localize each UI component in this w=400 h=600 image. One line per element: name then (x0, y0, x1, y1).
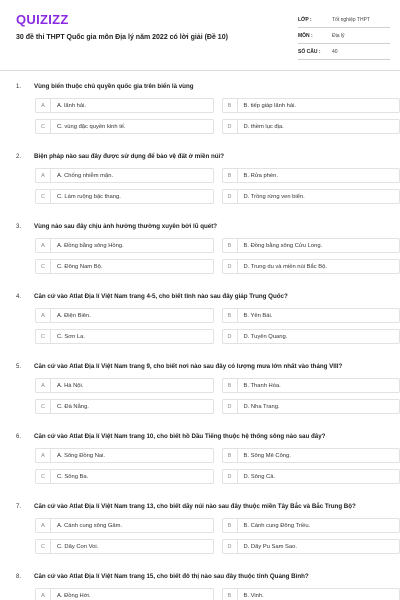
answer-option-c[interactable] (35, 399, 214, 414)
option-letter: A (36, 519, 51, 532)
option-text: D. Sông Cả. (243, 473, 276, 480)
answer-option-b[interactable] (222, 448, 400, 463)
option-letter: B (223, 589, 238, 600)
option-letter: A (36, 239, 51, 252)
option-text: D. Tuyên Quang. (243, 333, 288, 340)
option-letter: D (223, 400, 238, 413)
meta-label: LỚP : (298, 16, 312, 23)
option-letter: A (36, 589, 51, 600)
option-text: D. Trồng rừng ven biển. (243, 193, 305, 200)
question-block (0, 428, 400, 498)
question-header (16, 291, 400, 302)
option-letter: C (36, 190, 51, 203)
question-list (0, 78, 400, 600)
option-text: A. Đồng Hới. (57, 592, 91, 599)
option-text: A. Sông Đồng Nai. (57, 452, 106, 459)
answer-options (35, 378, 400, 414)
option-text: A. Chống nhiễm mặn. (57, 172, 114, 179)
option-letter: B (223, 239, 238, 252)
answer-option-b[interactable] (222, 378, 400, 393)
question-number: 5. (16, 363, 22, 370)
option-text: B. Thanh Hóa. (243, 382, 281, 389)
question-text: Căn cứ vào Atlat Địa lí Việt Nam trang 15, cho biết đô thị nào sau đây thuộc tỉnh Quảng Bình? (34, 573, 309, 580)
option-text: C. Dãy Con Voi. (57, 543, 99, 550)
option-letter: D (223, 470, 238, 483)
option-letter: C (36, 470, 51, 483)
answer-option-a[interactable] (35, 238, 214, 253)
question-block (0, 288, 400, 358)
question-text: Vùng biển thuộc chủ quyền quốc gia trên biển là vùng (34, 83, 194, 90)
answer-option-a[interactable] (35, 98, 214, 113)
option-letter: C (36, 540, 51, 553)
question-block (0, 358, 400, 428)
answer-option-d[interactable] (222, 469, 400, 484)
option-text: B. Rửa phèn. (243, 172, 278, 179)
option-text: B. tiếp giáp lãnh hải. (243, 102, 297, 109)
question-number: 8. (16, 573, 22, 580)
question-block (0, 78, 400, 148)
question-header (16, 431, 400, 442)
answer-option-c[interactable] (35, 329, 214, 344)
answer-option-c[interactable] (35, 189, 214, 204)
question-text: Vùng nào sau đây chịu ảnh hưởng thường xuyên bởi lũ quét? (34, 223, 218, 230)
option-text: D. Trung du và miền núi Bắc Bộ. (243, 263, 327, 270)
answer-option-d[interactable] (222, 259, 400, 274)
option-text: A. lãnh hải. (57, 102, 87, 109)
document-title: 30 đề thi THPT Quốc gia môn Địa lý năm 2022 có lời giải (Đề 10) (16, 34, 228, 41)
meta-value: Tốt nghiệp THPT (332, 16, 370, 23)
question-text: Căn cứ vào Atlat Địa lí Việt Nam trang 13, cho biết dãy núi nào sau đây thuộc miền Tây Bắc và Bắc Trung Bộ? (34, 503, 356, 510)
option-letter: B (223, 379, 238, 392)
question-block (0, 148, 400, 218)
answer-option-b[interactable] (222, 98, 400, 113)
option-letter: D (223, 540, 238, 553)
question-text: Biện pháp nào sau đây được sử dụng để bảo vệ đất ở miền núi? (34, 153, 225, 160)
answer-option-b[interactable] (222, 238, 400, 253)
answer-option-a[interactable] (35, 588, 214, 600)
option-text: D. Dãy Pu Sam Sao. (243, 543, 297, 550)
question-header (16, 221, 400, 232)
answer-option-c[interactable] (35, 259, 214, 274)
option-letter: B (223, 309, 238, 322)
option-text: B. Sông Mê Công. (243, 452, 291, 459)
question-number: 3. (16, 223, 22, 230)
quizizz-logo: QUIZIZZ (16, 12, 69, 27)
option-letter: A (36, 379, 51, 392)
answer-options (35, 518, 400, 554)
answer-option-d[interactable] (222, 119, 400, 134)
answer-options (35, 588, 400, 600)
option-text: A. Hà Nội. (57, 382, 84, 389)
meta-table (298, 12, 390, 60)
answer-option-c[interactable] (35, 469, 214, 484)
option-letter: B (223, 449, 238, 462)
option-text: B. Vinh. (243, 592, 264, 599)
question-text: Căn cứ vào Atlat Địa lí Việt Nam trang 9, cho biết nơi nào sau đây có lượng mưa lớn nhất vào tháng VIII? (34, 363, 343, 370)
question-text: Căn cứ vào Atlat Địa lí Việt Nam trang 4-5, cho biết tỉnh nào sau đây giáp Trung Quốc? (34, 293, 288, 300)
option-letter: A (36, 309, 51, 322)
answer-options (35, 238, 400, 274)
answer-option-d[interactable] (222, 539, 400, 554)
answer-option-b[interactable] (222, 168, 400, 183)
question-header (16, 151, 400, 162)
answer-option-a[interactable] (35, 518, 214, 533)
option-letter: B (223, 519, 238, 532)
meta-row-count (298, 44, 390, 60)
question-block (0, 568, 400, 600)
question-header (16, 81, 400, 92)
question-block (0, 498, 400, 568)
question-header (16, 501, 400, 512)
option-text: B. Cánh cung Đông Triều. (243, 522, 311, 529)
option-letter: A (36, 99, 51, 112)
option-text: D. Nha Trang. (243, 403, 280, 410)
option-text: C. Làm ruộng bậc thang. (57, 193, 121, 200)
meta-row-subject (298, 28, 390, 44)
answer-options (35, 98, 400, 134)
option-letter: D (223, 190, 238, 203)
option-text: A. Cánh cung sông Gâm. (57, 522, 123, 529)
option-text: B. Yên Bái. (243, 312, 273, 319)
answer-option-a[interactable] (35, 378, 214, 393)
answer-option-d[interactable] (222, 189, 400, 204)
option-text: A. Điện Biên. (57, 312, 91, 319)
answer-options (35, 448, 400, 484)
answer-option-c[interactable] (35, 119, 214, 134)
option-letter: B (223, 99, 238, 112)
meta-value: 40 (332, 48, 338, 55)
answer-option-b[interactable] (222, 588, 400, 600)
option-letter: A (36, 449, 51, 462)
option-text: C. Sông Ba. (57, 473, 89, 480)
option-text: B. Đồng bằng sông Cửu Long. (243, 242, 323, 249)
meta-row-class (298, 12, 390, 28)
option-letter: C (36, 260, 51, 273)
meta-label: MÔN : (298, 32, 313, 39)
answer-option-a[interactable] (35, 448, 214, 463)
option-text: C. Sơn La. (57, 333, 85, 340)
option-letter: C (36, 120, 51, 133)
answer-option-a[interactable] (35, 308, 214, 323)
question-header (16, 361, 400, 372)
option-text: C. Đà Nẵng. (57, 403, 89, 410)
answer-option-d[interactable] (222, 399, 400, 414)
question-number: 4. (16, 293, 22, 300)
meta-value: Địa lý (332, 32, 345, 39)
option-letter: C (36, 400, 51, 413)
question-block (0, 218, 400, 288)
meta-label: SỐ CÂU : (298, 48, 321, 55)
option-letter: C (36, 330, 51, 343)
question-number: 7. (16, 503, 22, 510)
answer-options (35, 168, 400, 204)
option-text: C. Đông Nam Bộ. (57, 263, 103, 270)
option-letter: B (223, 169, 238, 182)
page-header (0, 0, 400, 70)
question-number: 2. (16, 153, 22, 160)
option-letter: A (36, 169, 51, 182)
option-letter: D (223, 330, 238, 343)
option-letter: D (223, 260, 238, 273)
answer-option-d[interactable] (222, 329, 400, 344)
option-letter: D (223, 120, 238, 133)
question-number: 6. (16, 433, 22, 440)
option-text: A. Đồng bằng sông Hồng. (57, 242, 124, 249)
question-text: Căn cứ vào Atlat Địa lí Việt Nam trang 10, cho biết hồ Dầu Tiếng thuộc hệ thống sông nào sau đây? (34, 433, 326, 440)
option-text: C. vùng đặc quyền kinh tế. (57, 123, 126, 130)
answer-options (35, 308, 400, 344)
answer-option-a[interactable] (35, 168, 214, 183)
answer-option-b[interactable] (222, 308, 400, 323)
answer-option-c[interactable] (35, 539, 214, 554)
answer-option-b[interactable] (222, 518, 400, 533)
option-text: D. thềm lục địa. (243, 123, 284, 130)
header-divider (0, 70, 400, 71)
question-number: 1. (16, 83, 22, 90)
question-header (16, 571, 400, 582)
